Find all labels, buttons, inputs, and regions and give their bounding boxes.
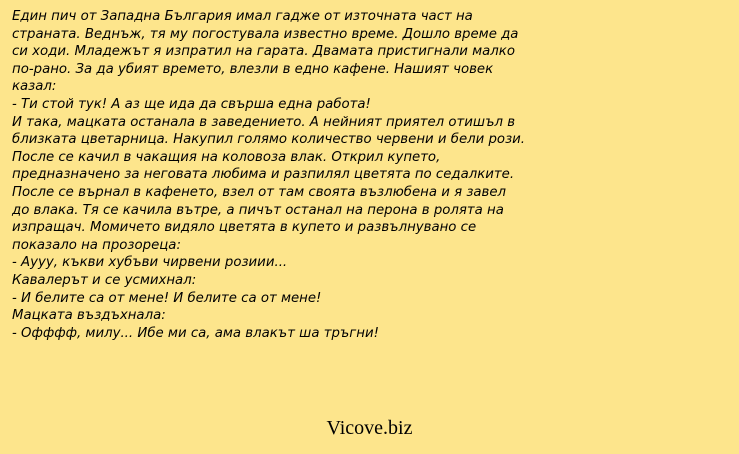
site-watermark: Vicove.biz [326,417,413,439]
text-line: предназначено за неговата любима и разпилял цветята по седалките. [12,167,515,183]
text-line: Един пич от Западна България имал гадже от източната част на [12,9,473,24]
text-line: страната. Веднъж, тя му погостувала известно време. Дошло време да [12,26,519,42]
text-line: показало на прозореца: [12,237,181,253]
text-line: си ходи. Младежът я изпратил на гарата. Двамата пристигнали малко [12,44,515,60]
text-line: Кавалерът и се усмихнал: [12,272,197,288]
text-line: изпращач. Момичето видяло цветята в купето и развълнувано се [12,220,477,236]
text-line: После се върнал в кафенето, взел от там своята възлюбена и я завел [12,184,507,200]
text-line: по-рано. За да убият времето, влезли в едно кафене. Нашият човек [12,61,494,77]
text-line: После се качил в чакащия на коловоза влак. Открил купето, [12,149,441,165]
text-line: близката цветарница. Накупил голямо количество червени и бели рози. [12,132,526,148]
joke-text [12,8,734,342]
text-line: - Аууу, къкви хубъви чирвени розиии... [12,255,288,271]
text-line: - Офффф, милу... Ибе ми са, ама влакът ша тръгни! [12,325,379,341]
text-line: Мацката въздъхнала: [12,308,166,324]
text-line: И така, мацката останала в заведението. А нейният приятел отишъл в [12,114,516,130]
text-line: - И белите са от мене! И белите са от мене! [12,290,322,306]
text-line: - Ти стой тук! А аз ще ида да свърша една работа! [12,96,371,112]
text-line: до влака. Тя се качила вътре, а пичът останал на перона в ролята на [12,202,504,218]
text-line: казал: [12,79,57,95]
